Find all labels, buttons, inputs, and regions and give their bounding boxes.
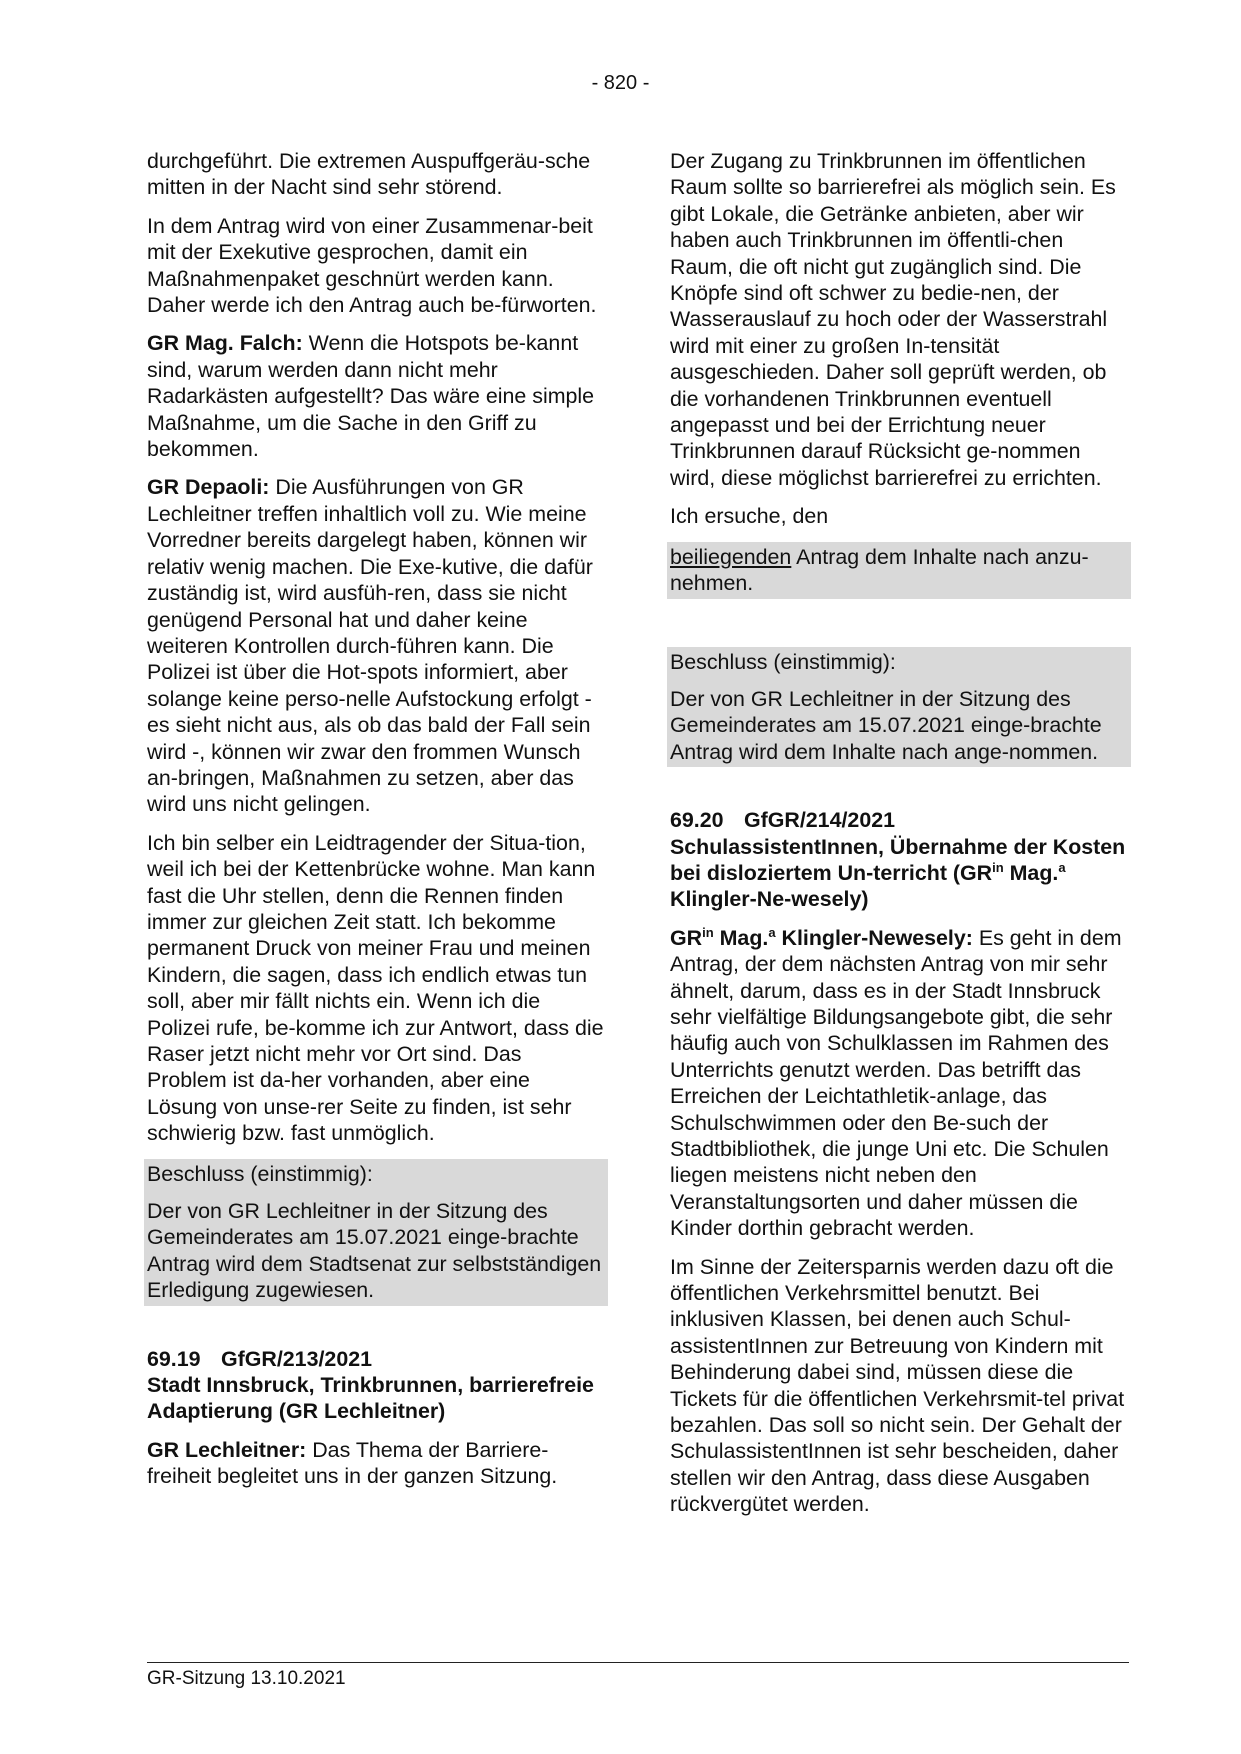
agenda-item-code: GfGR/214/2021 xyxy=(744,808,896,833)
motion-text xyxy=(670,544,1128,597)
decision-box xyxy=(144,1159,608,1306)
speaker-name: GR Lechleitner: xyxy=(147,1437,307,1462)
speaker-part: Mag. xyxy=(713,925,769,950)
motion-box xyxy=(667,542,1131,599)
speaker-superscript: in xyxy=(702,924,714,940)
speaker-part: GR xyxy=(670,925,703,950)
decision-label: Beschluss (einstimmig): xyxy=(147,1161,373,1186)
paragraph: Der Zugang zu Trinkbrunnen im öffentlichen Raum sollte so barrierefrei als möglich sein. Es gibt Lokale, die Getränke anbieten, aber wir haben auch Trinkbrunnen im öffentli-chen Raum, die oft nicht gut zugänglich sind. Die Knöpfe sind oft schwer zu bedie-nen, der Wasserauslauf zu hoch oder der Wasserstrahl wird mit einer zu großen In-tensität ausgeschieden. Daher soll geprüft werden, ob die vorhandenen Trinkbrunnen eventuell angepasst und bei der Errichtung neuer Trinkbrunnen darauf Rücksicht ge-nommen wird, diese möglichst barrierefrei zu errichten. xyxy=(670,149,1116,490)
decision-text: Der von GR Lechleitner in der Sitzung des Gemeinderates am 15.07.2021 einge-brachte Antrag wird dem Inhalte nach ange-nommen. xyxy=(670,686,1102,764)
decision-text: Der von GR Lechleitner in der Sitzung des Gemeinderates am 15.07.2021 einge-brachte Antrag wird dem Stadtsenat zur selbstständigen Erledigung zugewiesen. xyxy=(147,1199,602,1303)
speech-text: Die Ausführungen von GR Lechleitner treffen inhaltlich voll zu. Wie meine Vorredner bereits dargelegt haben, können wir relativ wenig machen. Die Exe-kutive, die dafür zuständig ist, wird ausfüh-ren, dass sie nicht genügend Personal hat und daher keine weiteren Kontrollen durch-führen kann. Die Polizei ist über die Hot-spots informiert, aber solange keine perso-nelle Aufstockung erfolgt - es sieht nicht aus, als ob das bald der Fall sein wird -, können wir zwar den frommen Wunsch an-bringen, Maßnahmen zu setzen, aber das wird uns nicht gelingen. xyxy=(147,475,593,817)
footer-session-date: GR-Sitzung 13.10.2021 xyxy=(147,1668,346,1689)
decision-box xyxy=(667,647,1131,768)
agenda-item-title: Stadt Innsbruck, Trinkbrunnen, barrierefreie Adaptierung (GR Lechleitner) xyxy=(147,1373,594,1424)
speech-paragraph xyxy=(147,1437,605,1490)
speech-paragraph xyxy=(147,330,605,462)
footer-divider xyxy=(147,1662,1129,1663)
speech-paragraph xyxy=(147,474,605,817)
speech-text: Es geht in dem Antrag, der dem nächsten Antrag von mir sehr ähnelt, darum, dass es in der Stadt Innsbruck sehr vielfältige Bildungsangebote gibt, die sehr häufig auch von Schulklassen im Rahmen des Unterrichts genutzt werden. Das betrifft das Erreichen der Leichtathletik-anlage, das Schulschwimmen oder den Be-such der Stadtbibliothek, die junge Uni etc. Die Schulen liegen meistens nicht neben den Veranstaltungsorten und daher müssen die Kinder dorthin gebracht werden. xyxy=(670,925,1122,1241)
speech-text: Wenn die Hotspots be-kannt sind, warum werden dann nicht mehr Radarkästen aufgestellt? Das wäre eine simple Maßnahme, um die Sache in den Griff zu bekommen. xyxy=(147,331,595,462)
title-superscript: a xyxy=(1058,859,1066,875)
agenda-item-header xyxy=(670,807,1128,833)
agenda-item-number: 69.19 xyxy=(147,1346,201,1371)
speaker-name: GR Depaoli: xyxy=(147,475,270,500)
title-part: SchulassistentInnen, Übernahme der Kosten bei disloziertem Un-terricht (GR xyxy=(670,834,1126,885)
decision-label: Beschluss (einstimmig): xyxy=(670,649,896,674)
motion-rest: Antrag dem Inhalte nach anzu-nehmen. xyxy=(670,544,1089,596)
paragraph: durchgeführt. Die extremen Auspuffgeräu-sche mitten in der Nacht sind sehr störend. xyxy=(147,149,591,200)
agenda-item-header xyxy=(147,1346,605,1372)
agenda-item-title xyxy=(670,834,1128,913)
left-column xyxy=(147,148,605,1502)
speaker-name: GR Mag. Falch: xyxy=(147,331,303,356)
speech-paragraph xyxy=(670,925,1128,1242)
agenda-item-code: GfGR/213/2021 xyxy=(221,1346,373,1371)
paragraph: Im Sinne der Zeitersparnis werden dazu oft die öffentlichen Verkehrsmittel benutzt. Bei inklusiven Klassen, bei denen auch Schul-assistentInnen zur Betreuung von Kindern mit Behinderung dabei sind, müssen diese die Tickets für die öffentlichen Verkehrsmit-tel privat bezahlen. Das soll so nicht sein. Der Gehalt der SchulassistentInnen ist sehr bescheiden, daher stellen wir den Antrag, dass diese Ausgaben rückvergütet werden. xyxy=(670,1254,1125,1517)
speaker-superscript: a xyxy=(768,924,776,940)
paragraph: In dem Antrag wird von einer Zusammenar-beit mit der Exekutive gesprochen, damit ein Maßnahmenpaket geschnürt werden kann. Daher werde ich den Antrag auch be-fürworten. xyxy=(147,213,597,318)
speaker-name xyxy=(670,926,973,950)
paragraph: Ich ersuche, den xyxy=(670,504,829,529)
speaker-part: Klingler-Newesely: xyxy=(775,925,973,950)
page-number: - 820 - xyxy=(591,72,650,94)
title-part: Mag. xyxy=(1003,860,1059,885)
title-part: Klingler-Ne-wesely) xyxy=(670,887,869,912)
agenda-item-number: 69.20 xyxy=(670,808,724,833)
title-superscript: in xyxy=(992,859,1004,875)
right-column xyxy=(670,148,1128,1530)
motion-link: beiliegenden xyxy=(670,544,792,569)
paragraph: Ich bin selber ein Leidtragender der Situa-tion, weil ich bei der Kettenbrücke wohne. Man kann fast die Uhr stellen, denn die Rennen finden immer zur gleichen Zeit statt. Ich bekomme permanent Druck von meiner Frau und meinen Kindern, die sagen, dass ich endlich etwas tun soll, aber mir fällt nichts ein. Wenn ich die Polizei rufe, be-komme ich zur Antwort, dass die Raser jetzt nicht mehr vor Ort sind. Das Problem ist da-her vorhanden, aber eine Lösung von unse-rer Seite zu finden, ist sehr schwierig bzw. fast unmöglich. xyxy=(147,830,604,1146)
speech-text: Das Thema der Barriere-freiheit begleitet uns in der ganzen Sitzung. xyxy=(147,1437,558,1489)
